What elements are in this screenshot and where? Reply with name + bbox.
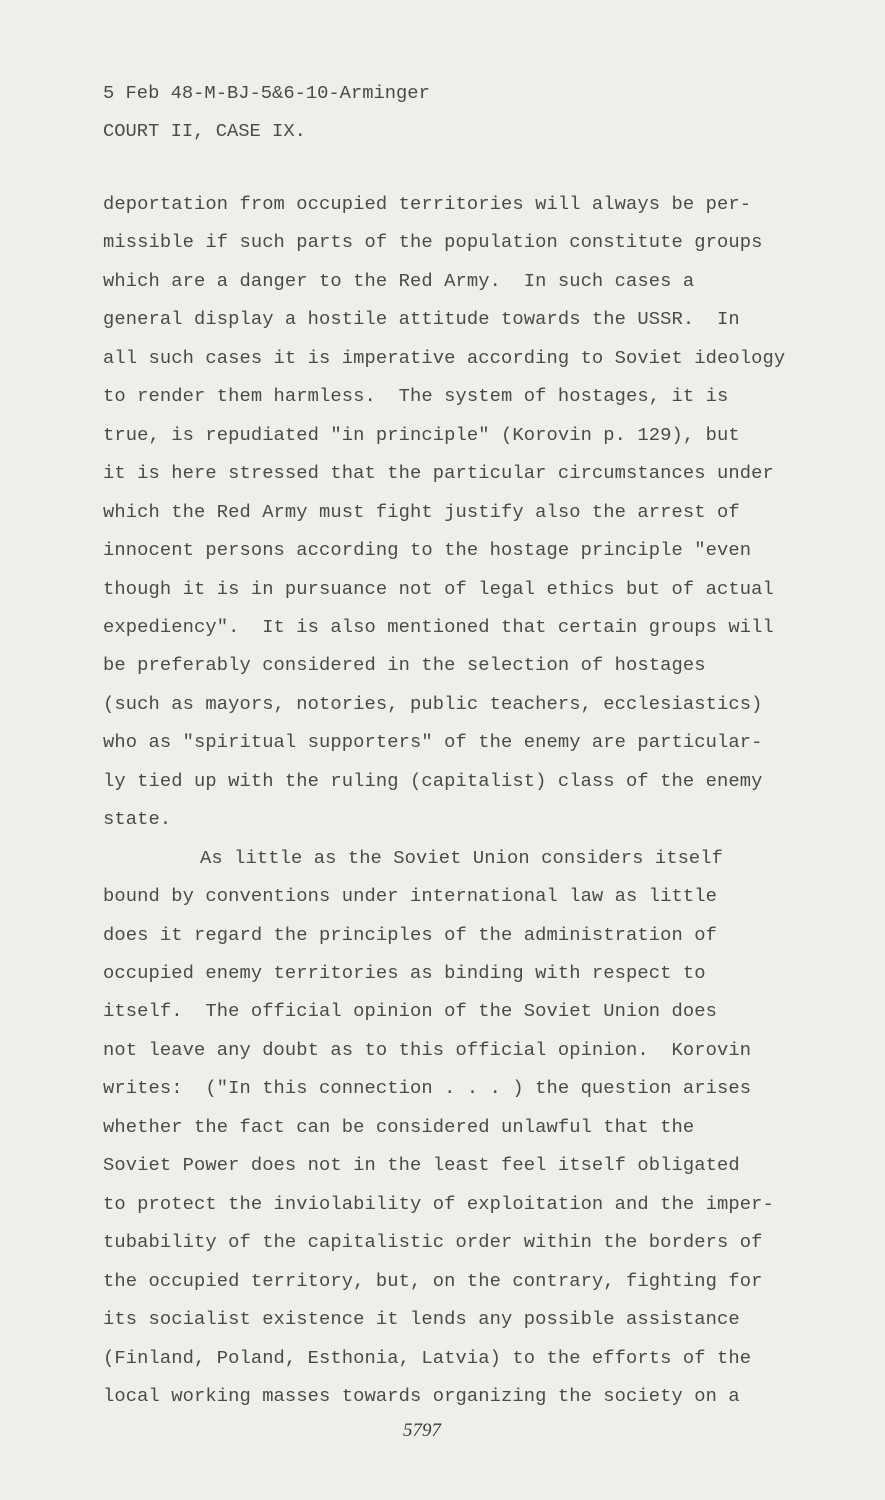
text-line: state. bbox=[103, 808, 172, 831]
text-line: the occupied territory, but, on the contrary, fighting for bbox=[103, 1269, 763, 1292]
text-line: innocent persons according to the hostage principle "even bbox=[103, 539, 752, 562]
text-line: (Finland, Poland, Esthonia, Latvia) to the efforts of the bbox=[103, 1346, 752, 1369]
document-reference: 5 Feb 48-M-BJ-5&6-10-Arminger bbox=[103, 82, 430, 104]
text-line: ly tied up with the ruling (capitalist) class of the enemy bbox=[103, 769, 763, 792]
text-line: missible if such parts of the population constitute groups bbox=[103, 231, 763, 254]
text-line: which are a danger to the Red Army. In such cases a bbox=[103, 269, 695, 292]
court-case-heading: COURT II, CASE IX. bbox=[103, 120, 306, 142]
text-line: Soviet Power does not in the least feel itself obligated bbox=[103, 1154, 740, 1177]
text-line: general display a hostile attitude towards the USSR. In bbox=[103, 308, 740, 331]
text-line: local working masses towards organizing the society on a bbox=[103, 1384, 740, 1407]
text-line: it is here stressed that the particular circumstances under bbox=[103, 462, 774, 485]
text-line: (such as mayors, notories, public teachers, ecclesiastics) bbox=[103, 692, 763, 715]
text-line: bound by conventions under international law as little bbox=[103, 885, 718, 908]
text-line: its socialist existence it lends any possible assistance bbox=[103, 1308, 740, 1331]
text-line: not leave any doubt as to this official opinion. Korovin bbox=[103, 1038, 752, 1061]
text-line: tubability of the capitalistic order within the borders of bbox=[103, 1231, 763, 1254]
text-line: deportation from occupied territories will always be per- bbox=[103, 193, 752, 215]
text-line: be preferably considered in the selection of hostages bbox=[103, 654, 706, 677]
text-line: whether the fact can be considered unlawful that the bbox=[103, 1115, 695, 1138]
text-line: who as "spiritual supporters" of the enemy are particular- bbox=[103, 731, 763, 754]
page-number: 5797 bbox=[403, 1420, 441, 1441]
text-line: occupied enemy territories as binding with respect to bbox=[103, 962, 706, 984]
text-line: to render them harmless. The system of hostages, it is bbox=[103, 385, 729, 408]
text-line: which the Red Army must fight justify also the arrest of bbox=[103, 500, 740, 523]
text-line: does it regard the principles of the administration of bbox=[103, 923, 718, 946]
text-line: true, is repudiated "in principle" (Korovin p. 129), but bbox=[103, 423, 740, 446]
text-line: though it is in pursuance not of legal ethics but of actual bbox=[103, 577, 774, 600]
text-line: writes: ("In this connection . . . ) the question arises bbox=[103, 1077, 752, 1100]
text-line: to protect the inviolability of exploitation and the imper- bbox=[103, 1192, 774, 1215]
text-line: As little as the Soviet Union considers itself bbox=[200, 846, 724, 869]
text-line: expediency". It is also mentioned that certain groups will bbox=[103, 615, 774, 638]
text-line: itself. The official opinion of the Soviet Union does bbox=[103, 1000, 718, 1023]
text-line: all such cases it is imperative according to Soviet ideology bbox=[103, 346, 786, 369]
